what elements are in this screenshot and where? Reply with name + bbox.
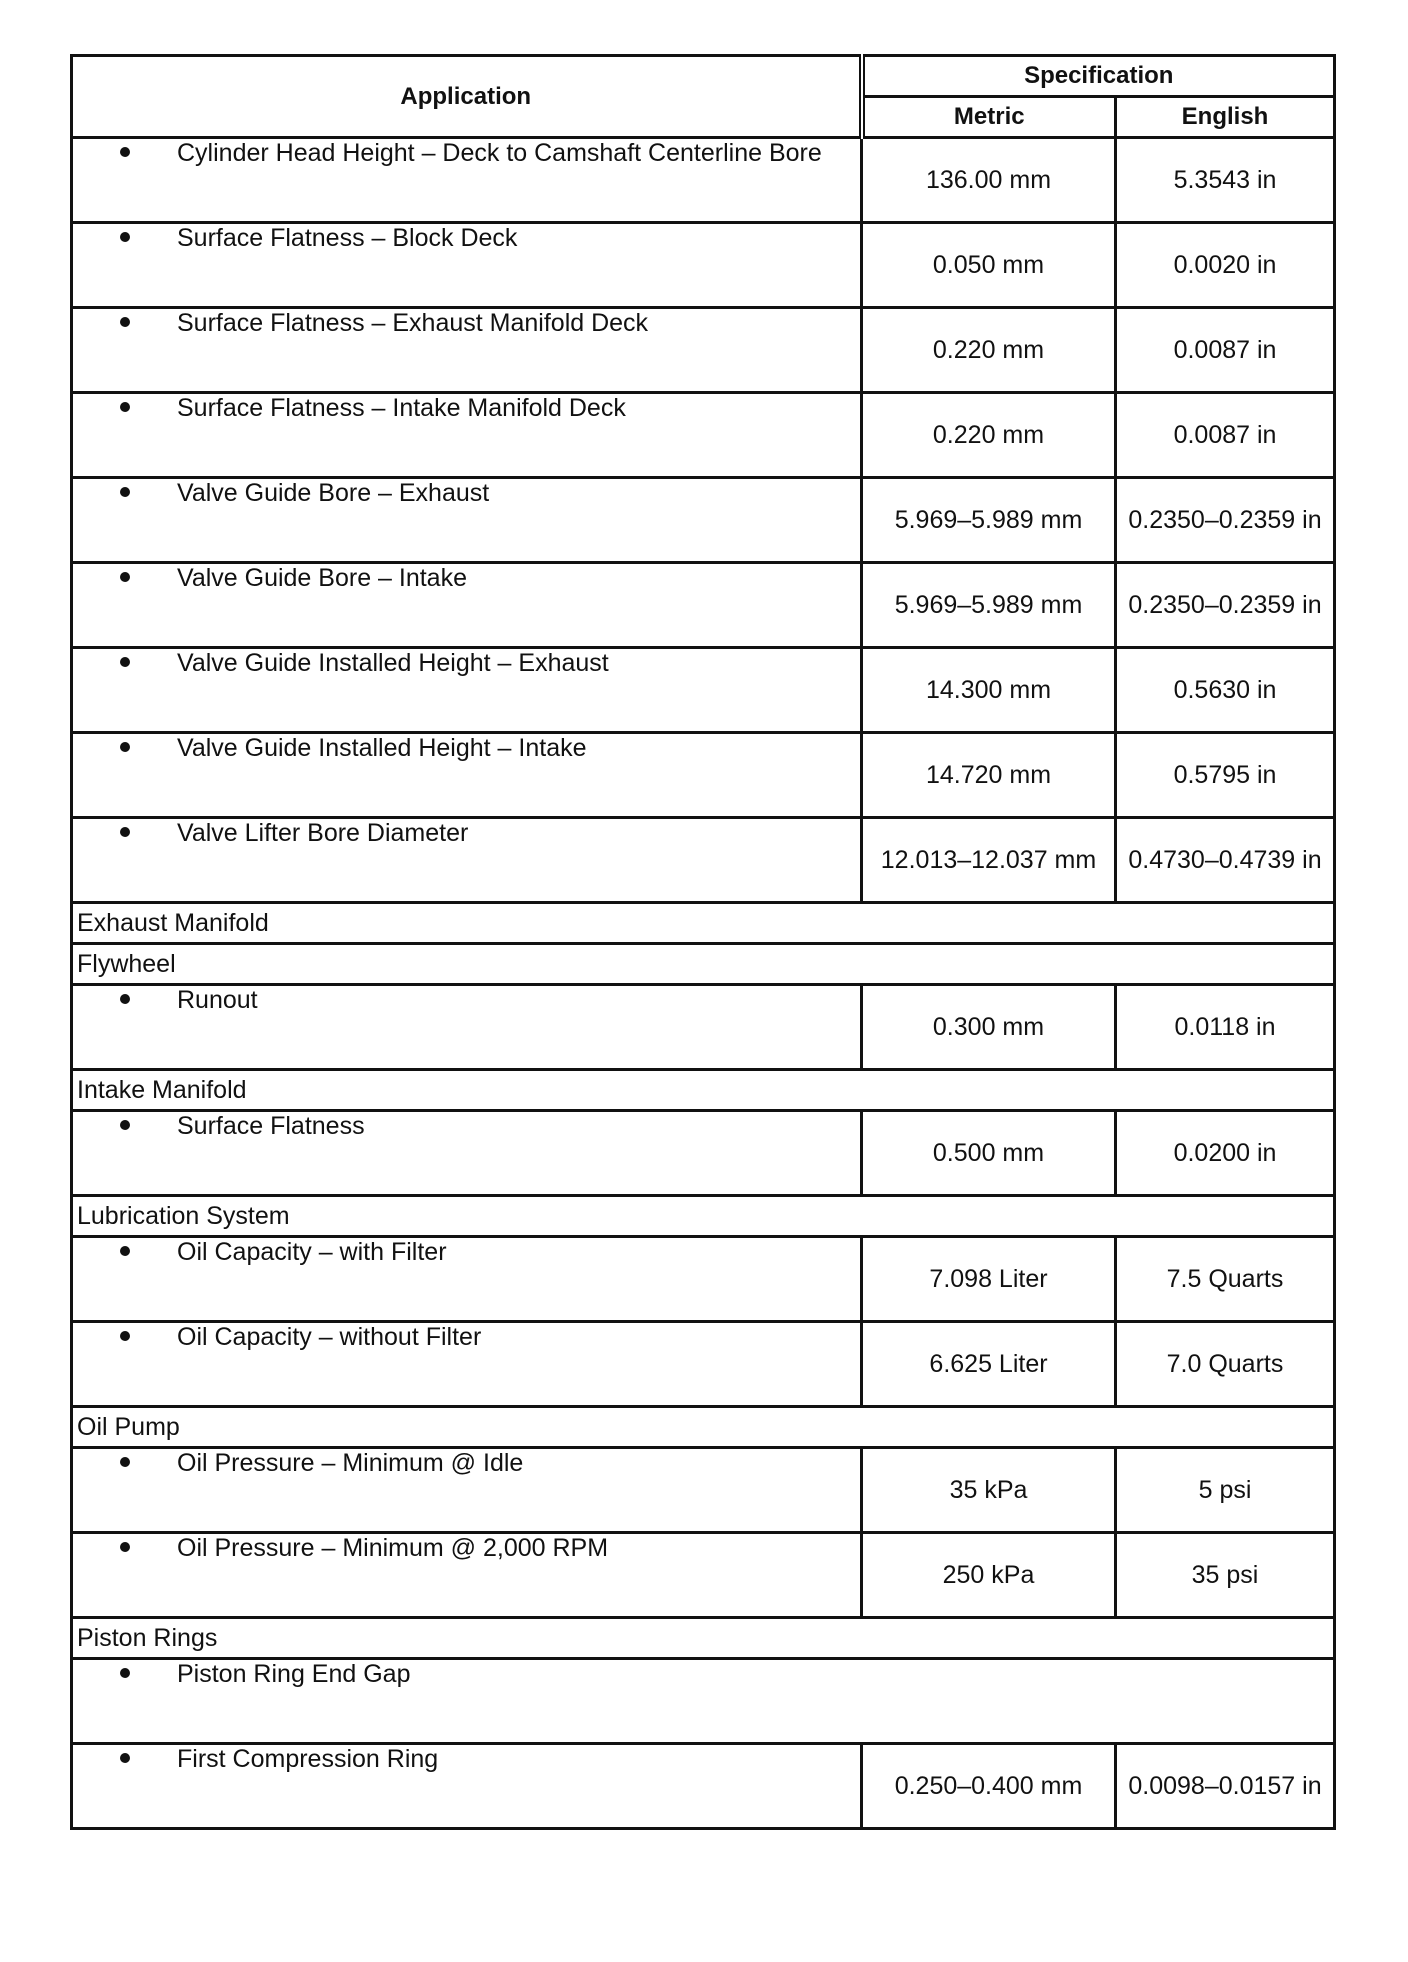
- metric-value: 5.969–5.989 mm: [862, 478, 1116, 563]
- bullet-icon: [73, 394, 177, 423]
- application-label: Piston Ring End Gap: [177, 1660, 411, 1688]
- application-label: Cylinder Head Height – Deck to Camshaft Centerline Bore: [177, 139, 822, 167]
- english-value: 0.0087 in: [1116, 393, 1335, 478]
- application-label: Oil Pressure – Minimum @ Idle: [177, 1449, 524, 1477]
- application-cell: [72, 1744, 862, 1829]
- bullet-icon: [73, 479, 177, 508]
- application-cell: [72, 1322, 862, 1407]
- specification-rows: [72, 138, 1335, 1829]
- application-label: Oil Capacity – without Filter: [177, 1323, 482, 1351]
- metric-value: 14.300 mm: [862, 648, 1116, 733]
- metric-value: 0.500 mm: [862, 1111, 1116, 1196]
- metric-value: 12.013–12.037 mm: [862, 818, 1116, 903]
- application-label: Valve Lifter Bore Diameter: [177, 819, 469, 847]
- section-row: [72, 1407, 1335, 1448]
- english-value: 0.0200 in: [1116, 1111, 1335, 1196]
- english-value: 0.0118 in: [1116, 985, 1335, 1070]
- bullet-icon: [73, 986, 177, 1015]
- application-label: Surface Flatness – Block Deck: [177, 224, 518, 252]
- bullet-icon: [73, 734, 177, 763]
- spec-row: [72, 393, 1335, 478]
- metric-value: 0.220 mm: [862, 393, 1116, 478]
- metric-value: 250 kPa: [862, 1533, 1116, 1618]
- section-row: [72, 1196, 1335, 1237]
- application-label: Valve Guide Bore – Intake: [177, 564, 467, 592]
- metric-value: 7.098 Liter: [862, 1237, 1116, 1322]
- metric-value: 5.969–5.989 mm: [862, 563, 1116, 648]
- application-label: Runout: [177, 986, 258, 1014]
- spec-row: [72, 648, 1335, 733]
- spec-row: [72, 1744, 1335, 1829]
- english-value: 7.0 Quarts: [1116, 1322, 1335, 1407]
- application-cell: [72, 1111, 862, 1196]
- section-label: Flywheel: [72, 944, 1335, 985]
- english-value: 0.4730–0.4739 in: [1116, 818, 1335, 903]
- bullet-icon: [73, 819, 177, 848]
- section-label: Piston Rings: [72, 1618, 1335, 1659]
- english-value: 35 psi: [1116, 1533, 1335, 1618]
- spec-row: [72, 563, 1335, 648]
- section-label: Intake Manifold: [72, 1070, 1335, 1111]
- application-cell: [72, 138, 862, 223]
- bullet-icon: [73, 1323, 177, 1352]
- bullet-icon: [73, 224, 177, 253]
- application-label: Valve Guide Bore – Exhaust: [177, 479, 490, 507]
- english-value: 7.5 Quarts: [1116, 1237, 1335, 1322]
- metric-value: 0.250–0.400 mm: [862, 1744, 1116, 1829]
- section-row: [72, 1070, 1335, 1111]
- bullet-icon: [73, 1745, 177, 1774]
- application-header: Application: [72, 56, 862, 138]
- metric-value: 35 kPa: [862, 1448, 1116, 1533]
- application-cell: [72, 1533, 862, 1618]
- spec-row: [72, 1533, 1335, 1618]
- application-cell: [72, 1659, 1335, 1744]
- bullet-icon: [73, 309, 177, 338]
- bullet-icon: [73, 649, 177, 678]
- english-value: 0.0098–0.0157 in: [1116, 1744, 1335, 1829]
- spec-row: [72, 478, 1335, 563]
- english-value: 0.2350–0.2359 in: [1116, 563, 1335, 648]
- bullet-icon: [73, 1238, 177, 1267]
- english-header: English: [1116, 97, 1335, 138]
- specification-header: Specification: [862, 56, 1335, 97]
- application-cell: [72, 308, 862, 393]
- english-value: 0.0020 in: [1116, 223, 1335, 308]
- metric-value: 6.625 Liter: [862, 1322, 1116, 1407]
- application-label: Surface Flatness – Intake Manifold Deck: [177, 394, 626, 422]
- application-label: First Compression Ring: [177, 1745, 439, 1773]
- english-value: 5.3543 in: [1116, 138, 1335, 223]
- metric-value: 0.050 mm: [862, 223, 1116, 308]
- application-cell: [72, 1448, 862, 1533]
- application-label: Valve Guide Installed Height – Intake: [177, 734, 587, 762]
- english-value: 0.5630 in: [1116, 648, 1335, 733]
- english-value: 0.0087 in: [1116, 308, 1335, 393]
- application-cell: [72, 478, 862, 563]
- section-row: [72, 1618, 1335, 1659]
- bullet-icon: [73, 1449, 177, 1478]
- application-cell: [72, 818, 862, 903]
- metric-header: Metric: [862, 97, 1116, 138]
- english-value: 5 psi: [1116, 1448, 1335, 1533]
- metric-value: 0.220 mm: [862, 308, 1116, 393]
- spec-row: [72, 1111, 1335, 1196]
- application-cell: [72, 563, 862, 648]
- application-label: Surface Flatness – Exhaust Manifold Deck: [177, 309, 649, 337]
- application-label: Oil Capacity – with Filter: [177, 1238, 447, 1266]
- bullet-icon: [73, 139, 177, 168]
- application-cell: [72, 1237, 862, 1322]
- metric-value: 14.720 mm: [862, 733, 1116, 818]
- spec-row: [72, 985, 1335, 1070]
- section-row: [72, 944, 1335, 985]
- application-cell: [72, 393, 862, 478]
- spec-row: [72, 1322, 1335, 1407]
- english-value: 0.2350–0.2359 in: [1116, 478, 1335, 563]
- section-label: Lubrication System: [72, 1196, 1335, 1237]
- spec-row: [72, 1237, 1335, 1322]
- spec-row: [72, 223, 1335, 308]
- metric-value: 0.300 mm: [862, 985, 1116, 1070]
- section-label: Oil Pump: [72, 1407, 1335, 1448]
- bullet-icon: [73, 1660, 177, 1689]
- application-label: Valve Guide Installed Height – Exhaust: [177, 649, 609, 677]
- application-label: Surface Flatness: [177, 1112, 365, 1140]
- specification-table: [70, 54, 1336, 1830]
- spec-row: [72, 1448, 1335, 1533]
- english-value: 0.5795 in: [1116, 733, 1335, 818]
- application-label: Oil Pressure – Minimum @ 2,000 RPM: [177, 1534, 609, 1562]
- application-cell: [72, 648, 862, 733]
- spec-row: [72, 308, 1335, 393]
- application-cell: [72, 985, 862, 1070]
- application-cell: [72, 223, 862, 308]
- spec-row: [72, 818, 1335, 903]
- bullet-icon: [73, 1534, 177, 1563]
- application-cell: [72, 733, 862, 818]
- spec-row: [72, 138, 1335, 223]
- bullet-icon: [73, 1112, 177, 1141]
- metric-value: 136.00 mm: [862, 138, 1116, 223]
- spec-row: [72, 1659, 1335, 1744]
- section-row: [72, 903, 1335, 944]
- spec-row: [72, 733, 1335, 818]
- section-label: Exhaust Manifold: [72, 903, 1335, 944]
- bullet-icon: [73, 564, 177, 593]
